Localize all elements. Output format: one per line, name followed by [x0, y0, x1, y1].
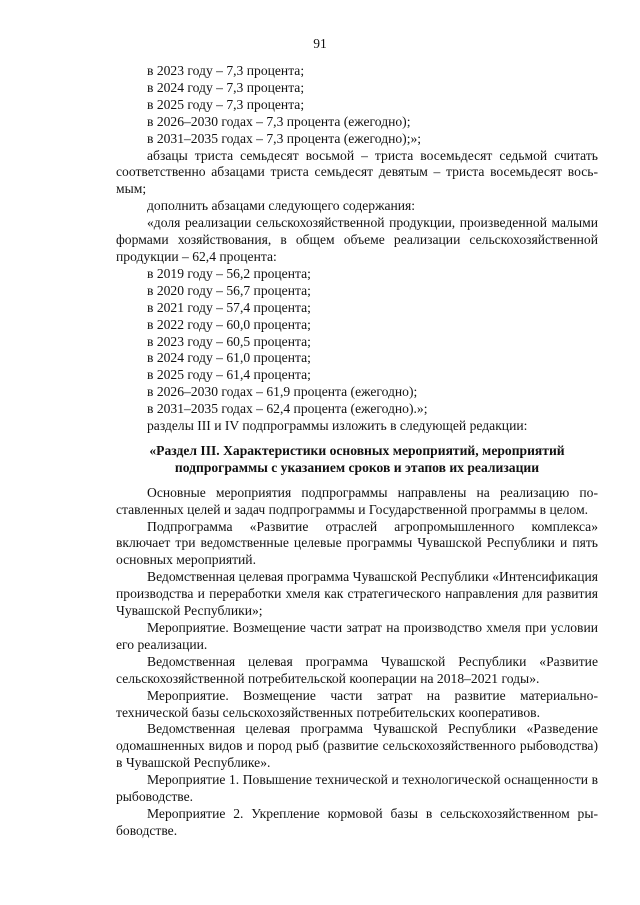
list-item: в 2025 году – 61,4 процента; — [147, 367, 311, 383]
paragraph-sections-instruction: разделы III и IV подпрограммы изложить в следующей редакции: — [147, 418, 528, 434]
section-heading-line-2: подпрограммы с указанием сроков и этапов их реализации — [174, 459, 540, 475]
body-paragraph: Мероприятие 2. Укрепление кормовой базы в сельскохозяйственном рыбоводстве. — [116, 805, 598, 838]
paragraph-shift-numbering: абзацы триста семьдесят восьмой – триста восемьдесят седьмой считать соответственно абзацами триста семьдесят девятым – триста восемьдесят восьмым; — [116, 147, 598, 197]
paragraph-share-indicator: «доля реализации сельскохозяйственной продукции, произведенной малыми формами хозяйствования, в общем объеме реализации сельскохозяйственной продукции – 62,4 процента: — [116, 215, 598, 264]
list-item: в 2031–2035 годах – 62,4 процента (ежегодно).»; — [147, 401, 428, 417]
body-paragraph: Подпрограмма «Развитие отраслей агропромышленного комплекса» включает три ведомственные целевые программы Чувашской Республики и пять основных мероприятий. — [116, 518, 598, 568]
list-item: в 2023 году – 7,3 процента; — [147, 63, 305, 78]
body-paragraph: Основные мероприятия подпрограммы направлены на реализацию поставленных целей и задач подпрограммы и Государственной программы в целом. — [116, 484, 598, 517]
body-paragraph: Ведомственная целевая программа Чувашской Республики «Развитие сельскохозяйственной потребительской кооперации на 2018–2021 годы». — [116, 653, 598, 686]
body-paragraph: Мероприятие. Возмещение части затрат на производство хмеля при условии его реализации. — [116, 620, 598, 652]
paragraph-add-instruction: дополнить абзацами следующего содержания: — [147, 198, 416, 214]
list-item: в 2031–2035 годах – 7,3 процента (ежегодно);»; — [147, 130, 422, 146]
list-item: в 2025 году – 7,3 процента; — [147, 96, 305, 112]
body-paragraph: Ведомственная целевая программа Чувашской Республики «Разведение одомашненных видов и пород рыб (развитие сельскохозяйственного рыбоводства) в Чувашской Республике». — [116, 721, 598, 771]
list-item: в 2022 году – 60,0 процента; — [147, 316, 311, 332]
spacer — [116, 477, 598, 485]
spacer — [116, 435, 598, 443]
list-item: в 2026–2030 годах – 7,3 процента (ежегодно); — [147, 113, 411, 129]
list-item: в 2019 году – 56,2 процента; — [147, 265, 311, 281]
list-item: в 2020 году – 56,7 процента; — [147, 282, 311, 298]
page-content — [116, 63, 598, 840]
list-item: в 2026–2030 годах – 61,9 процента (ежегодно); — [147, 384, 418, 400]
section-heading — [116, 443, 598, 477]
page-number: 91 — [313, 36, 327, 51]
body-paragraph: Ведомственная целевая программа Чувашской Республики «Интенсификация производства и переработки хмеля как стратегического направления для развития Чувашской Республики»; — [116, 569, 598, 619]
body-paragraph: Мероприятие 1. Повышение технической и технологической оснащенности в рыбоводстве. — [116, 772, 598, 805]
section-heading-line-1: «Раздел III. Характеристики основных мероприятий, мероприятий — [149, 442, 565, 458]
list-item: в 2023 году – 60,5 процента; — [147, 333, 311, 349]
list-item: в 2024 году – 61,0 процента; — [147, 350, 311, 366]
list-item: в 2021 году – 57,4 процента; — [147, 299, 311, 315]
body-paragraph: Мероприятие. Возмещение части затрат на развитие материально-технической базы сельскохозяйственных потребительских кооперативов. — [116, 687, 598, 720]
list-item: в 2024 году – 7,3 процента; — [147, 79, 305, 95]
